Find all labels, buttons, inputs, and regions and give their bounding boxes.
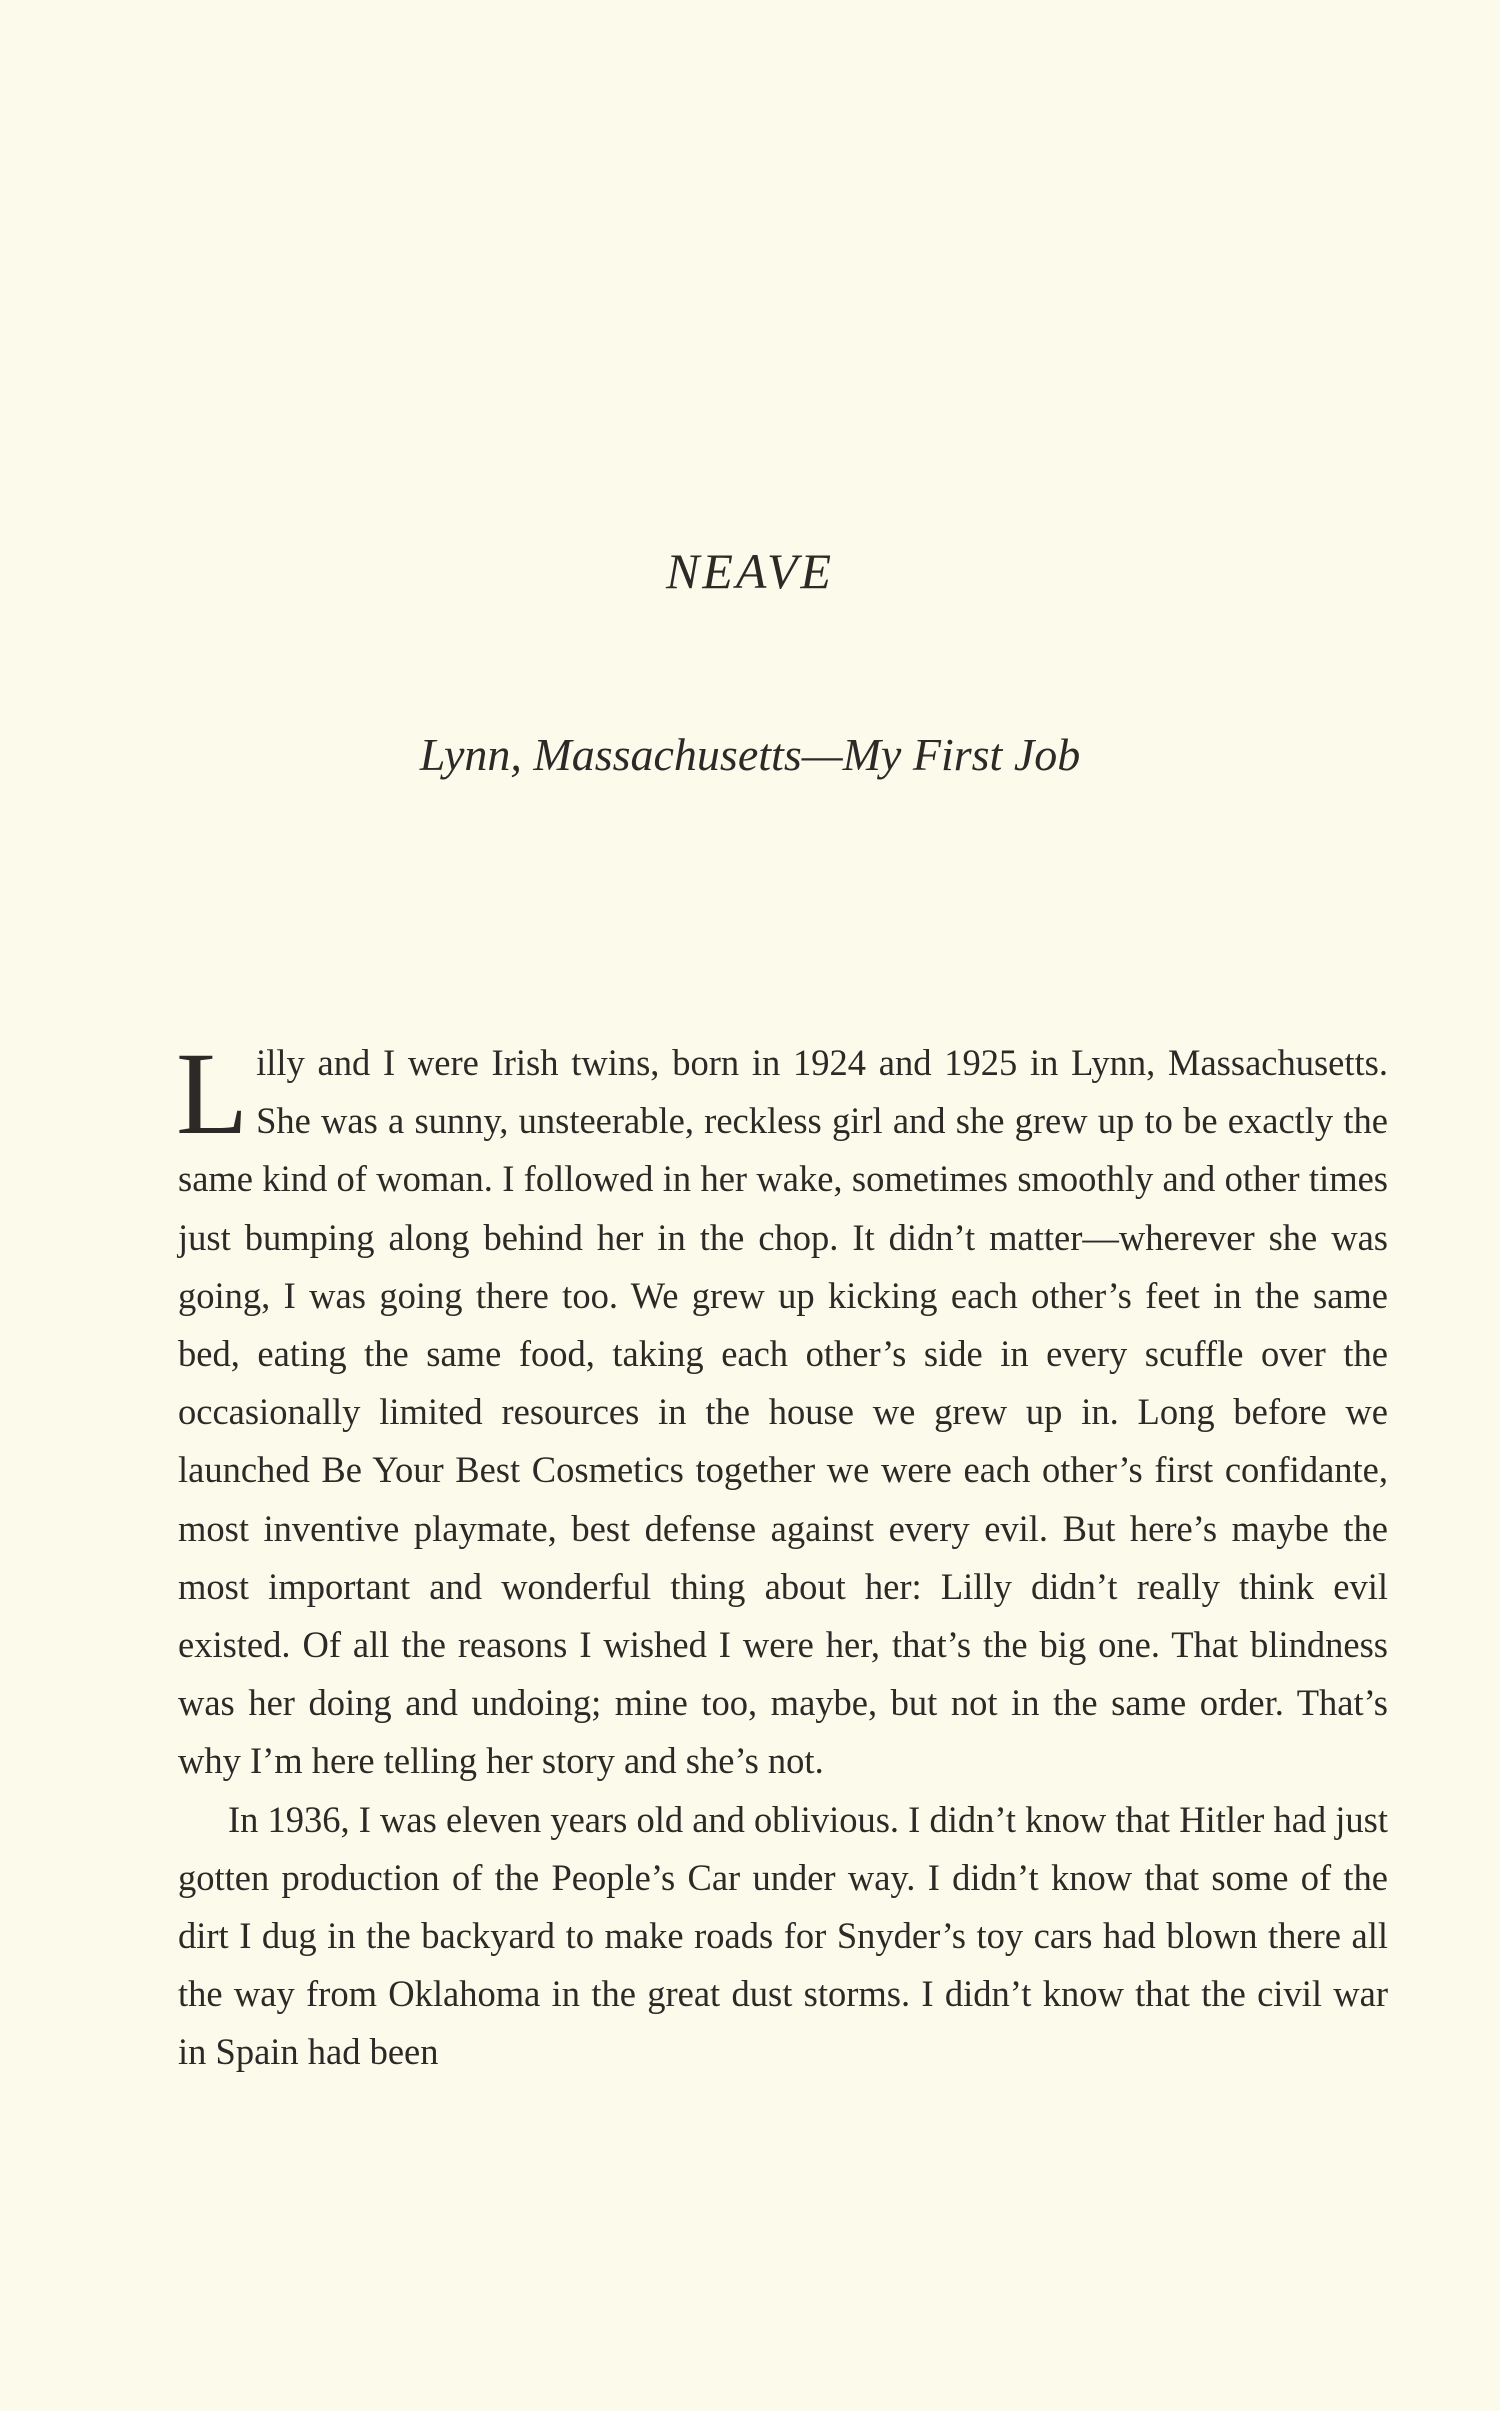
drop-cap: L bbox=[176, 1028, 249, 1159]
paragraph-1-text: illy and I were Irish twins, born in 1924 and 1925 in Lynn, Massachusetts. She was a sunny, unsteerable, reckless girl and she grew up to be exactly the same kind of woman. I followed in her wake, sometimes smoothly and other times just bumping along behind her in the chop. It didn’t matter—wherever she was going, I was going there too. We grew up kicking each other’s feet in the same bed, eating the same food, taking each other’s side in every scuffle over the occasionally limited resources in the house we grew up in. Long before we launched Be Your Best Cosmetics together we were each other’s first confidante, most inventive playmate, best defense against every evil. But here’s maybe the most important and wonderful thing about her: Lilly didn’t really think evil existed. Of all the reasons I wished I were her, that’s the big one. That blindness was her doing and undoing; mine too, maybe, but not in the same order. That’s why I’m here telling her story and she’s not. bbox=[178, 1042, 1388, 1782]
chapter-title: NEAVE bbox=[665, 543, 835, 599]
chapter-subtitle: Lynn, Massachusetts—My First Job bbox=[419, 729, 1081, 780]
body-text bbox=[176, 1028, 1389, 2082]
paragraph-2: In 1936, I was eleven years old and oblivious. I didn’t know that Hitler had just gotten production of the People’s Car under way. I didn’t know that some of the dirt I dug in the backyard to make roads for Snyder’s toy cars had blown there all the way from Oklahoma in the great dust storms. I didn’t know that the civil war in Spain had been bbox=[178, 1798, 1389, 2073]
paragraph-1 bbox=[176, 1028, 1388, 1791]
